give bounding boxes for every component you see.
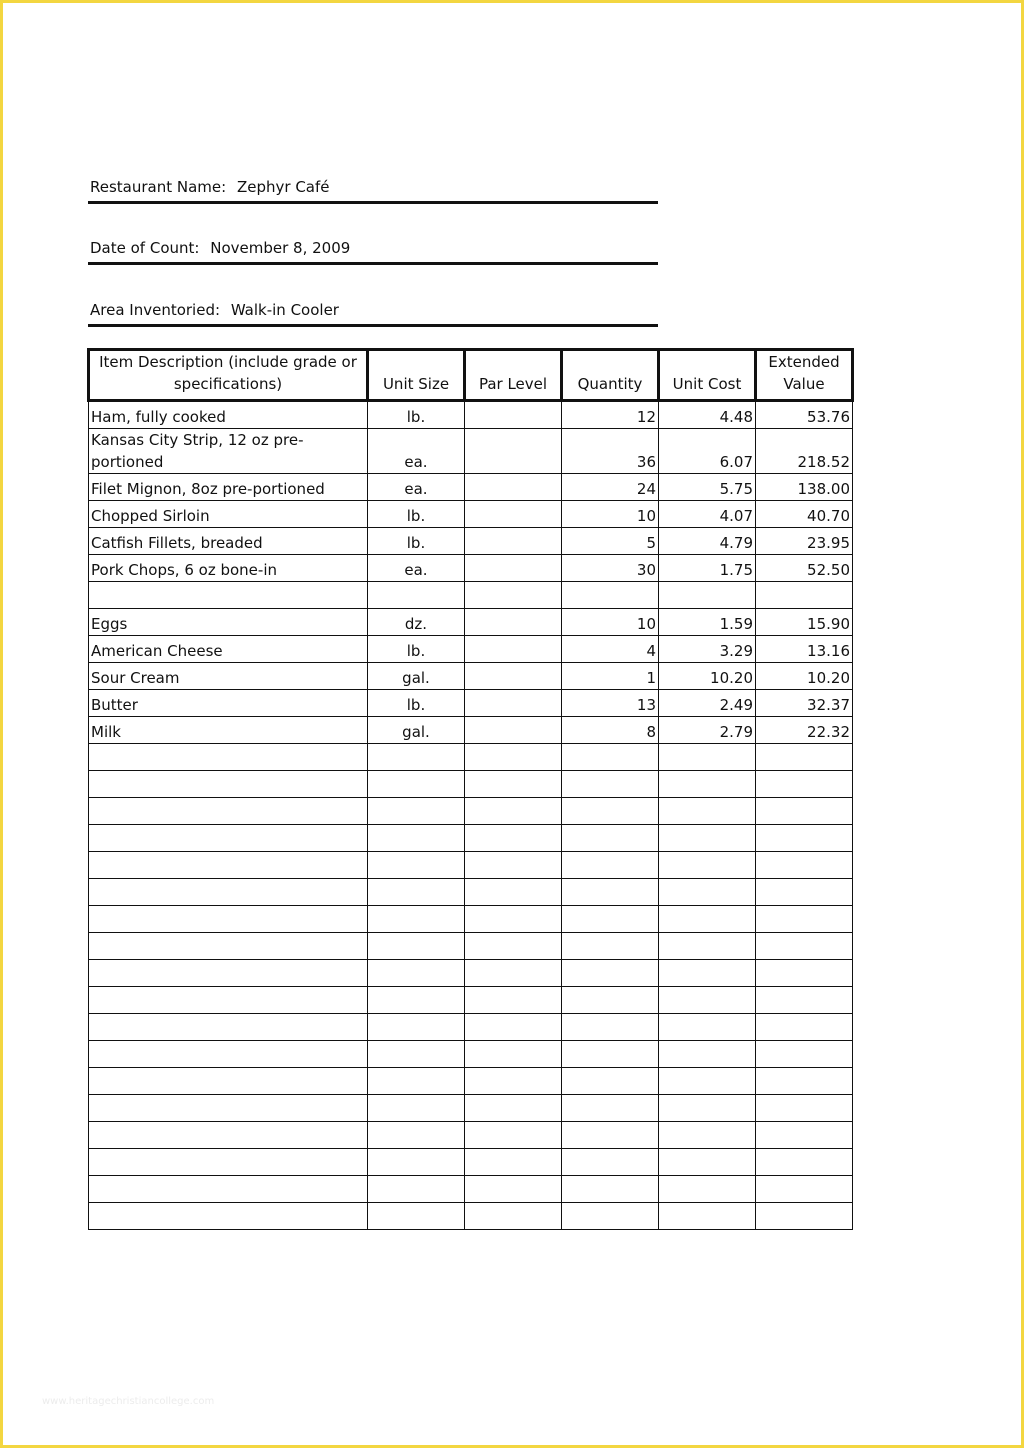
extended-value-cell: 53.76 [756,401,853,429]
table-row [89,609,853,636]
quantity-cell [562,987,659,1014]
extended-value-cell: 32.37 [756,690,853,717]
item-description-cell [89,906,368,933]
unit-cost-cell: 10.20 [659,663,756,690]
table-row [89,1068,853,1095]
table-row [89,744,853,771]
par-level-cell [465,960,562,987]
quantity-cell [562,1068,659,1095]
table-header-row [89,350,853,401]
extended-value-cell [756,771,853,798]
unit-cost-cell [659,987,756,1014]
unit-cost-cell [659,582,756,609]
par-level-cell [465,474,562,501]
table-row [89,582,853,609]
restaurant-name-label: Restaurant Name: [90,178,227,196]
unit-size-cell [368,852,465,879]
restaurant-name-field [88,178,658,204]
extended-value-cell [756,1203,853,1230]
item-description-cell [89,1176,368,1203]
table-row [89,555,853,582]
unit-cost-cell [659,771,756,798]
unit-size-cell [368,1095,465,1122]
extended-value-cell [756,1149,853,1176]
unit-cost-cell [659,1122,756,1149]
extended-value-cell: 22.32 [756,717,853,744]
unit-cost-cell [659,798,756,825]
item-description-cell: Catfish Fillets, breaded [89,528,368,555]
quantity-cell: 8 [562,717,659,744]
extended-value-cell: 40.70 [756,501,853,528]
col-header-unit-size: Unit Size [368,350,465,401]
par-level-cell [465,1068,562,1095]
item-description-cell: Butter [89,690,368,717]
table-row [89,1176,853,1203]
item-description-cell [89,1068,368,1095]
unit-size-cell [368,1041,465,1068]
extended-value-cell [756,1122,853,1149]
table-row [89,690,853,717]
par-level-cell [465,609,562,636]
quantity-cell: 10 [562,609,659,636]
table-row [89,1149,853,1176]
col-header-extended-value: Extended Value [756,350,853,401]
par-level-cell [465,501,562,528]
table-row [89,906,853,933]
unit-cost-cell: 5.75 [659,474,756,501]
date-of-count-field [88,239,658,265]
unit-size-cell: lb. [368,501,465,528]
unit-size-cell [368,771,465,798]
item-description-cell [89,1149,368,1176]
extended-value-cell [756,960,853,987]
quantity-cell: 5 [562,528,659,555]
extended-value-cell: 218.52 [756,429,853,474]
unit-cost-cell [659,879,756,906]
par-level-cell [465,987,562,1014]
unit-cost-cell [659,1095,756,1122]
unit-cost-cell: 4.48 [659,401,756,429]
unit-size-cell [368,1203,465,1230]
table-row [89,852,853,879]
quantity-cell [562,960,659,987]
item-description-cell: Milk [89,717,368,744]
unit-cost-cell: 1.59 [659,609,756,636]
par-level-cell [465,744,562,771]
unit-size-cell: lb. [368,690,465,717]
unit-cost-cell [659,1203,756,1230]
par-level-cell [465,933,562,960]
unit-size-cell [368,879,465,906]
unit-size-cell: lb. [368,636,465,663]
par-level-cell [465,798,562,825]
quantity-cell [562,771,659,798]
par-level-cell [465,636,562,663]
extended-value-cell [756,1068,853,1095]
unit-size-cell [368,933,465,960]
unit-size-cell [368,906,465,933]
item-description-cell [89,825,368,852]
quantity-cell [562,1149,659,1176]
extended-value-cell [756,1041,853,1068]
quantity-cell [562,825,659,852]
date-of-count-value: November 8, 2009 [210,239,351,257]
par-level-cell [465,771,562,798]
unit-cost-cell [659,744,756,771]
extended-value-cell [756,825,853,852]
extended-value-cell [756,933,853,960]
unit-size-cell [368,1122,465,1149]
quantity-cell [562,879,659,906]
unit-cost-cell: 2.79 [659,717,756,744]
unit-cost-cell: 4.07 [659,501,756,528]
unit-cost-cell: 3.29 [659,636,756,663]
extended-value-cell [756,1095,853,1122]
extended-value-cell [756,582,853,609]
par-level-cell [465,879,562,906]
quantity-cell [562,933,659,960]
quantity-cell: 1 [562,663,659,690]
item-description-cell [89,987,368,1014]
quantity-cell [562,1122,659,1149]
item-description-cell: Sour Cream [89,663,368,690]
table-row [89,401,853,429]
unit-size-cell: ea. [368,474,465,501]
unit-size-cell [368,1014,465,1041]
quantity-cell [562,1095,659,1122]
unit-cost-cell [659,933,756,960]
unit-size-cell: dz. [368,609,465,636]
item-description-cell [89,1122,368,1149]
table-row [89,717,853,744]
extended-value-cell: 52.50 [756,555,853,582]
item-description-cell [89,852,368,879]
table-row [89,501,853,528]
item-description-cell [89,960,368,987]
par-level-cell [465,528,562,555]
table-row [89,663,853,690]
extended-value-cell [756,1014,853,1041]
quantity-cell [562,1176,659,1203]
unit-size-cell [368,1149,465,1176]
quantity-cell: 4 [562,636,659,663]
quantity-cell: 12 [562,401,659,429]
unit-size-cell: gal. [368,717,465,744]
unit-cost-cell [659,1041,756,1068]
unit-cost-cell: 1.75 [659,555,756,582]
extended-value-cell [756,987,853,1014]
unit-size-cell [368,960,465,987]
unit-size-cell [368,1176,465,1203]
table-row [89,636,853,663]
item-description-cell [89,1041,368,1068]
unit-size-cell [368,1068,465,1095]
unit-cost-cell [659,960,756,987]
item-description-cell: Pork Chops, 6 oz bone-in [89,555,368,582]
par-level-cell [465,1176,562,1203]
quantity-cell [562,798,659,825]
quantity-cell [562,744,659,771]
col-header-item-description: Item Description (include grade or specifications) [89,350,368,401]
par-level-cell [465,1095,562,1122]
table-row [89,987,853,1014]
par-level-cell [465,825,562,852]
par-level-cell [465,555,562,582]
unit-cost-cell [659,825,756,852]
inventory-table-body [89,401,853,1230]
quantity-cell: 24 [562,474,659,501]
unit-size-cell: ea. [368,555,465,582]
par-level-cell [465,1041,562,1068]
par-level-cell [465,1203,562,1230]
par-level-cell [465,663,562,690]
item-description-cell: Ham, fully cooked [89,401,368,429]
quantity-cell [562,906,659,933]
unit-cost-cell [659,1149,756,1176]
table-row [89,528,853,555]
area-inventoried-label: Area Inventoried: [90,301,221,319]
unit-size-cell: lb. [368,528,465,555]
table-row [89,1122,853,1149]
table-row [89,429,853,474]
unit-cost-cell [659,1068,756,1095]
unit-size-cell [368,798,465,825]
par-level-cell [465,1014,562,1041]
par-level-cell [465,1149,562,1176]
item-description-cell [89,744,368,771]
unit-cost-cell: 2.49 [659,690,756,717]
unit-size-cell [368,744,465,771]
extended-value-cell: 138.00 [756,474,853,501]
table-row [89,933,853,960]
unit-cost-cell: 4.79 [659,528,756,555]
quantity-cell: 10 [562,501,659,528]
table-row [89,1041,853,1068]
table-row [89,771,853,798]
item-description-cell [89,771,368,798]
extended-value-cell: 23.95 [756,528,853,555]
item-description-cell [89,582,368,609]
quantity-cell: 36 [562,429,659,474]
quantity-cell [562,852,659,879]
quantity-cell: 30 [562,555,659,582]
unit-size-cell [368,582,465,609]
area-inventoried-field [88,301,658,327]
item-description-cell [89,798,368,825]
unit-cost-cell: 6.07 [659,429,756,474]
par-level-cell [465,906,562,933]
unit-cost-cell [659,1014,756,1041]
par-level-cell [465,717,562,744]
item-description-cell [89,879,368,906]
item-description-cell [89,933,368,960]
area-inventoried-value: Walk-in Cooler [230,301,339,319]
item-description-cell [89,1014,368,1041]
extended-value-cell: 13.16 [756,636,853,663]
unit-size-cell [368,987,465,1014]
extended-value-cell: 10.20 [756,663,853,690]
unit-size-cell [368,825,465,852]
col-header-quantity: Quantity [562,350,659,401]
quantity-cell [562,1203,659,1230]
table-row [89,1203,853,1230]
extended-value-cell [756,852,853,879]
inventory-table [87,348,854,1230]
col-header-par-level: Par Level [465,350,562,401]
extended-value-cell: 15.90 [756,609,853,636]
item-description-cell [89,1095,368,1122]
item-description-cell: American Cheese [89,636,368,663]
par-level-cell [465,401,562,429]
unit-cost-cell [659,906,756,933]
par-level-cell [465,690,562,717]
date-of-count-label: Date of Count: [90,239,200,257]
par-level-cell [465,582,562,609]
table-row [89,1014,853,1041]
quantity-cell [562,582,659,609]
table-row [89,879,853,906]
quantity-cell [562,1041,659,1068]
quantity-cell: 13 [562,690,659,717]
extended-value-cell [756,879,853,906]
unit-size-cell: lb. [368,401,465,429]
unit-size-cell: ea. [368,429,465,474]
restaurant-name-value: Zephyr Café [236,178,330,196]
unit-size-cell: gal. [368,663,465,690]
par-level-cell [465,429,562,474]
item-description-cell: Filet Mignon, 8oz pre-portioned [89,474,368,501]
par-level-cell [465,852,562,879]
item-description-cell: Kansas City Strip, 12 oz pre-portioned [89,429,368,474]
item-description-cell: Eggs [89,609,368,636]
watermark-text: www.heritagechristiancollege.com [42,1396,215,1407]
quantity-cell [562,1014,659,1041]
unit-cost-cell [659,1176,756,1203]
col-header-unit-cost: Unit Cost [659,350,756,401]
extended-value-cell [756,744,853,771]
extended-value-cell [756,906,853,933]
table-row [89,960,853,987]
extended-value-cell [756,1176,853,1203]
table-row [89,1095,853,1122]
table-row [89,474,853,501]
table-row [89,798,853,825]
extended-value-cell [756,798,853,825]
item-description-cell [89,1203,368,1230]
par-level-cell [465,1122,562,1149]
table-row [89,825,853,852]
item-description-cell: Chopped Sirloin [89,501,368,528]
unit-cost-cell [659,852,756,879]
